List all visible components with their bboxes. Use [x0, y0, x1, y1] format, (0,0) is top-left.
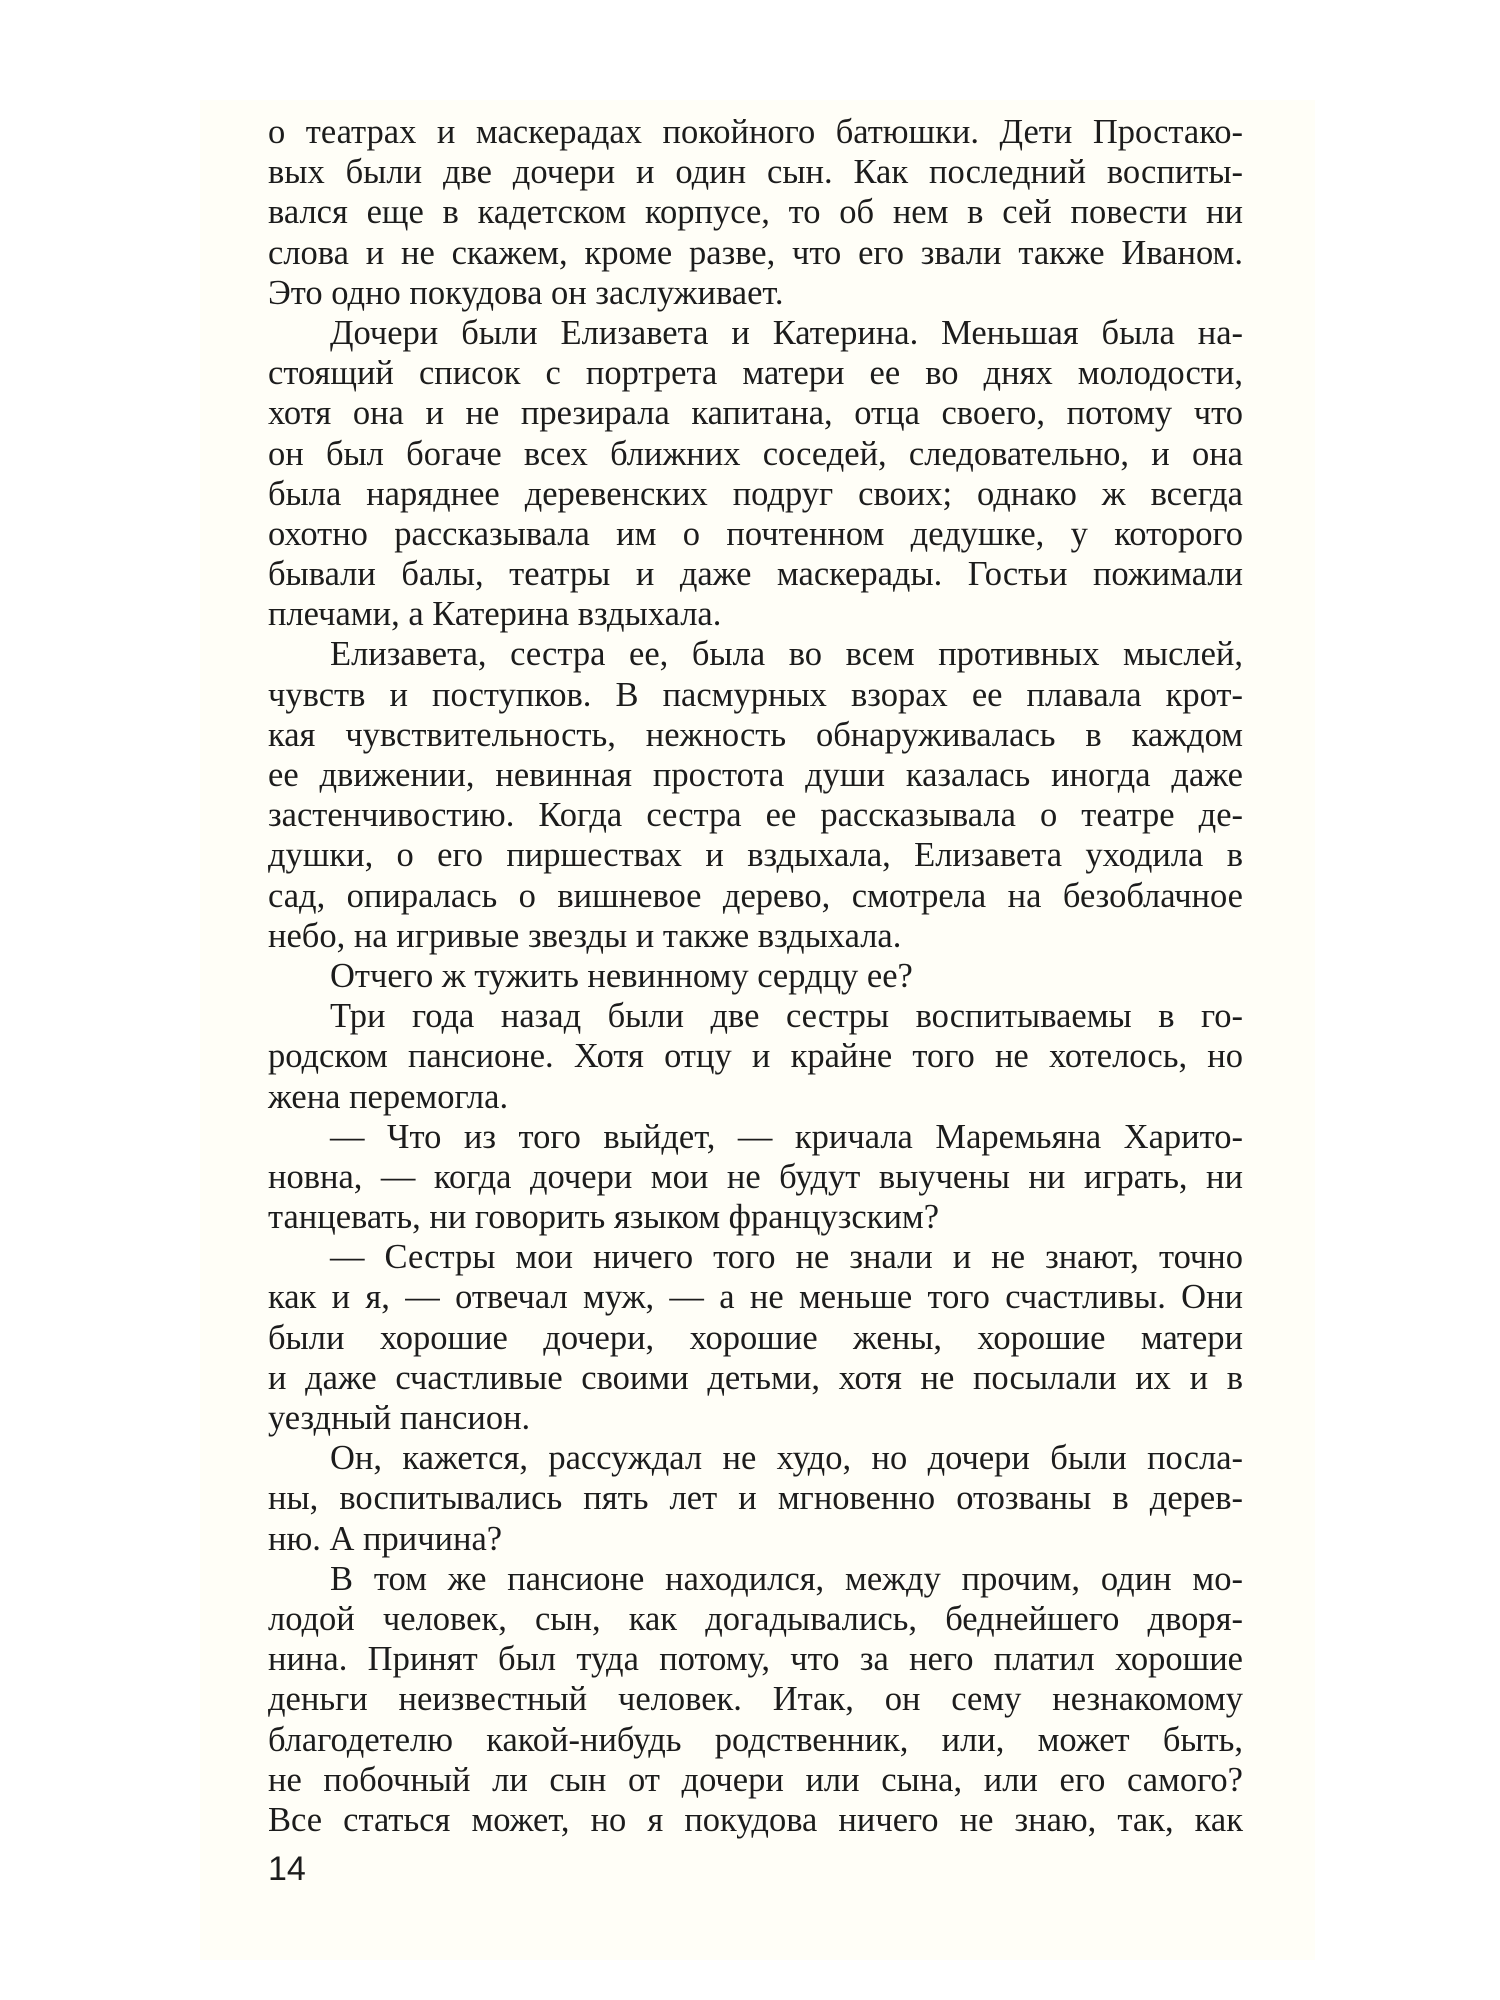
text-line: благодетелю какой-нибудь родственник, или, может быть,: [268, 1720, 1243, 1759]
text-line: — Что из того выйдет, — кричала Маремьяна Харито-: [330, 1117, 1243, 1156]
text-line: деньги неизвестный человек. Итак, он сему незнакомому: [268, 1680, 1243, 1719]
text-line: Все статься может, но я покудова ничего не знаю, так, как: [268, 1800, 1243, 1839]
text-line: ню. А причина?: [268, 1519, 503, 1558]
text-line: нина. Принят был туда потому, что за него платил хорошие: [268, 1640, 1243, 1679]
text-line: кая чувствительность, нежность обнаруживалась в каждом: [268, 715, 1243, 754]
text-line: Отчего ж тужить невинному сердцу ее?: [330, 956, 913, 995]
paragraph: [268, 1237, 1243, 1438]
text-line: ны, воспитывались пять лет и мгновенно отозваны в дерев-: [268, 1479, 1243, 1518]
text-line: танцевать, ни говорить языком французским?: [268, 1198, 940, 1237]
text-line: были хорошие дочери, хорошие жены, хорошие матери: [268, 1318, 1243, 1357]
paragraph: [268, 313, 1243, 635]
paragraph: [268, 112, 1243, 313]
text-line: как и я, — отвечал муж, — а не меньше того счастливы. Они: [268, 1278, 1243, 1317]
text-line: родском пансионе. Хотя отцу и крайне того не хотелось, но: [268, 1037, 1243, 1076]
text-line: хотя она и не презирала капитана, отца своего, потому что: [268, 394, 1243, 433]
text-line: ее движении, невинная простота души казалась иногда даже: [268, 756, 1243, 794]
text-line: охотно рассказывала им о почтенном дедушке, у которого: [268, 514, 1243, 553]
body-text: [268, 112, 1243, 1840]
text-line: плечами, а Катерина вздыхала.: [268, 595, 722, 634]
text-line: В том же пансионе находился, между прочим, один мо-: [330, 1559, 1243, 1598]
text-line: он был богаче всех ближних соседей, следовательно, и она: [268, 434, 1243, 473]
text-line: не побочный ли сын от дочери или сына, или его самого?: [268, 1760, 1243, 1799]
text-line: о театрах и маскерадах покойного батюшки. Дети Простако-: [268, 113, 1243, 151]
paragraph: [268, 1559, 1243, 1840]
text-line: вался еще в кадетском корпусе, то об нем в сей повести ни: [268, 193, 1243, 232]
text-line: стоящий список с портрета матери ее во днях молодости,: [268, 354, 1243, 393]
text-line: — Сестры мои ничего того не знали и не знают, точно: [330, 1238, 1243, 1277]
text-line: лодой человек, сын, как догадывались, беднейшего дворя-: [268, 1599, 1243, 1638]
text-line: и даже счастливые своими детьми, хотя не посылали их и в: [268, 1358, 1243, 1397]
paragraph: [268, 1117, 1243, 1238]
paragraph: [268, 1438, 1243, 1559]
text-line: сад, опиралась о вишневое дерево, смотрела на безоблачное: [268, 876, 1243, 915]
text-line: небо, на игривые звезды и также вздыхала.: [268, 916, 902, 955]
paragraph: [268, 956, 1243, 996]
text-line: чувств и поступков. В пасмурных взорах ее плавала крот-: [268, 675, 1243, 714]
text-line: Он, кажется, рассуждал не худо, но дочери были посла-: [330, 1439, 1243, 1478]
page-number: 14: [268, 1850, 306, 1888]
text-line: новна, — когда дочери мои не будут выучены ни играть, ни: [268, 1157, 1243, 1196]
text-line: Дочери были Елизавета и Катерина. Меньшая была на-: [330, 313, 1243, 352]
book-page: [200, 100, 1315, 1960]
text-line: вых были две дочери и один сын. Как последний воспиты-: [268, 153, 1243, 192]
text-line: Елизавета, сестра ее, была во всем противных мыслей,: [330, 635, 1243, 674]
text-line: Это одно покудова он заслуживает.: [268, 273, 784, 312]
text-line: бывали балы, театры и даже маскерады. Гостьи пожимали: [268, 555, 1243, 594]
paragraph: [268, 634, 1243, 956]
text-line: слова и не скажем, кроме разве, что его звали также Иваном.: [268, 233, 1243, 272]
text-line: застенчивостию. Когда сестра ее рассказывала о театре де-: [268, 796, 1243, 835]
text-line: жена перемогла.: [268, 1077, 509, 1116]
text-line: душки, о его пиршествах и вздыхала, Елизавета уходила в: [268, 836, 1243, 875]
text-line: была наряднее деревенских подруг своих; однако ж всегда: [268, 474, 1243, 513]
text-line: Три года назад были две сестры воспитываемы в го-: [330, 997, 1243, 1036]
text-line: уездный пансион.: [268, 1399, 531, 1437]
paragraph: [268, 996, 1243, 1117]
